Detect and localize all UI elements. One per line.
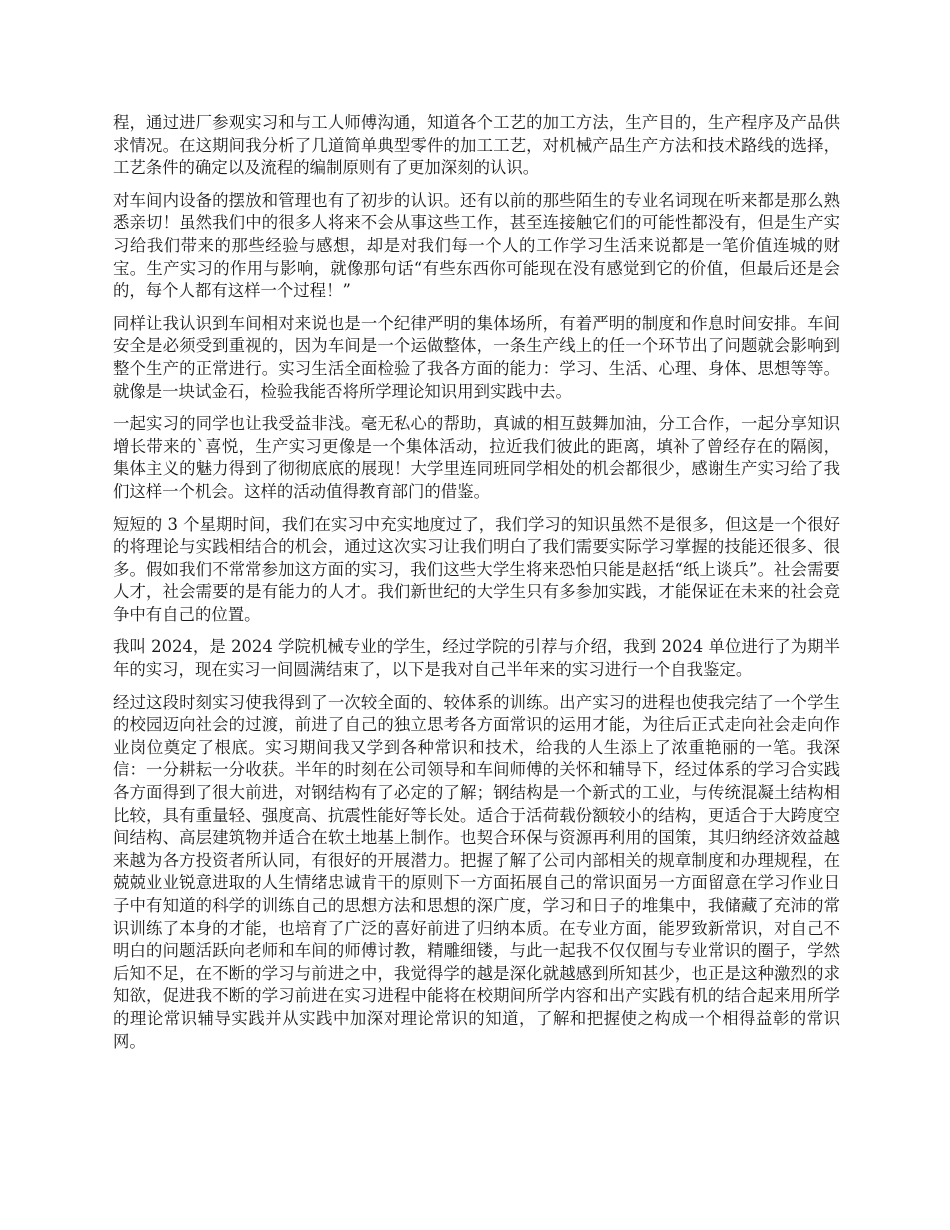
paragraph-workshop-equipment: 对车间内设备的摆放和管理也有了初步的认识。还有以前的那些陌生的专业名词现在听来都是那么熟悉亲切！虽然我们中的很多人将来不会从事这些工作，甚至连接触它们的可能性都没有，但是生产实习给我们带来的那些经验与感想，却是对我们每一个人的工作学习生活来说都是一笔价值连城的财宝。生产实习的作用与影响，就像那句话“有些东西你可能现在没有感觉到它的价值，但最后还是会的，每个人都有这样一个过程！” xyxy=(113,190,840,301)
paragraph-three-weeks: 短短的 3 个星期时间，我们在实习中充实地度过了，我们学习的知识虽然不是很多，但这是一个很好的将理论与实践相结合的机会，通过这次实习让我们明白了我们需要实际学习掌握的技能还很多、很多。假如我们不常常参加这方面的实习，我们这些大学生将来恐怕只能是赵括“纸上谈兵”。社会需要人才，社会需要的是有能力的人才。我们新世纪的大学生只有多参加实践，才能保证在未来的社会竞争中有自己的位置。 xyxy=(113,514,840,624)
paragraph-classmates: 一起实习的同学也让我受益非浅。毫无私心的帮助，真诚的相互鼓舞加油，分工合作，一起分享知识增长带来的`喜悦，生产实习更像是一个集体活动，拉近我们彼此的距离，填补了曾经存在的隔阂，集体主义的魅力得到了彻彻底底的展现！大学里连同班同学相处的机会都很少，感谢生产实习给了我们这样一个机会。这样的活动值得教育部门的借鉴。 xyxy=(113,414,840,501)
document-body xyxy=(113,112,840,1063)
paragraph-production-process: 程，通过进厂参观实习和与工人师傅沟通，知道各个工艺的加工方法，生产目的，生产程序及产品供求情况。在这期间我分析了几道简单典型零件的加工工艺，对机械产品生产方法和技术路线的选择，工艺条件的确定以及流程的编制原则有了更加深刻的认识。 xyxy=(113,113,840,178)
paragraph-self-assessment: 经过这段时刻实习使我得到了一次较全面的、较体系的训练。出产实习的进程也使我完结了一个学生的校园迈向社会的过渡，前进了自己的独立思考各方面常识的运用才能，为往后正式走向社会走向作业岗位奠定了根底。实习期间我又学到各种常识和技术，给我的人生添上了浓重艳丽的一笔。我深信：一分耕耘一分收获。半年的时刻在公司领导和车间师傅的关怀和辅导下，经过体系的学习合实践各方面得到了很大前进，对钢结构有了必定的了解；钢结构是一个新式的工业，与传统混凝土结构相比较，具有重量轻、强度高、抗震性能好等长处。适合于活荷载份额较小的结构，更适合于大跨度空间结构、高层建筑物并适合在软土地基上制作。也契合环保与资源再利用的国策，其归纳经济效益越来越为各方投资者所认同，有很好的开展潜力。把握了解了公司内部相关的规章制度和办理规程，在兢兢业业锐意进取的人生情绪忠诚肯干的原则下一方面拓展自己的常识面另一方面留意在学习作业日子中有知道的科学的训练自己的思想方法和思想的深广度，学习和日子的堆集中，我储藏了充沛的常识训练了本身的才能，也培育了广泛的喜好前进了归纳本质。在专业方面，能罗致新常识，对自己不明白的问题活跃向老师和车间的师傅讨教，精雕细镂，与此一起我不仅仅囿与专业常识的圈子，学然后知不足，在不断的学习与前进之中，我觉得学的越是深化就越感到所知甚少，也正是这种激烈的求知欲，促进我不断的学习前进在实习进程中能将在校期间所学内容和出产实践有机的结合起来用所学的理论常识辅导实践并从实践中加深对理论常识的知道，了解和把握使之构成一个相得益彰的常识网。 xyxy=(113,692,840,1051)
paragraph-self-introduction: 我叫 2024，是 2024 学院机械专业的学生，经过学院的引荐与介绍，我到 2024 单位进行了为期半年的实习，现在实习一间圆满结束了，以下是我对自己半年来的实习进行一个自我鉴定。 xyxy=(113,637,840,680)
paragraph-workshop-discipline: 同样让我认识到车间相对来说也是一个纪律严明的集体场所，有着严明的制度和作息时间安排。车间安全是必须受到重视的，因为车间是一个运做整体，一条生产线上的任一个环节出了问题就会影响到整个生产的正常进行。实习生活全面检验了我各方面的能力：学习、生活、心理、身体、思想等等。就像是一块试金石，检验我能否将所学理论知识用到实践中去。 xyxy=(113,313,840,401)
